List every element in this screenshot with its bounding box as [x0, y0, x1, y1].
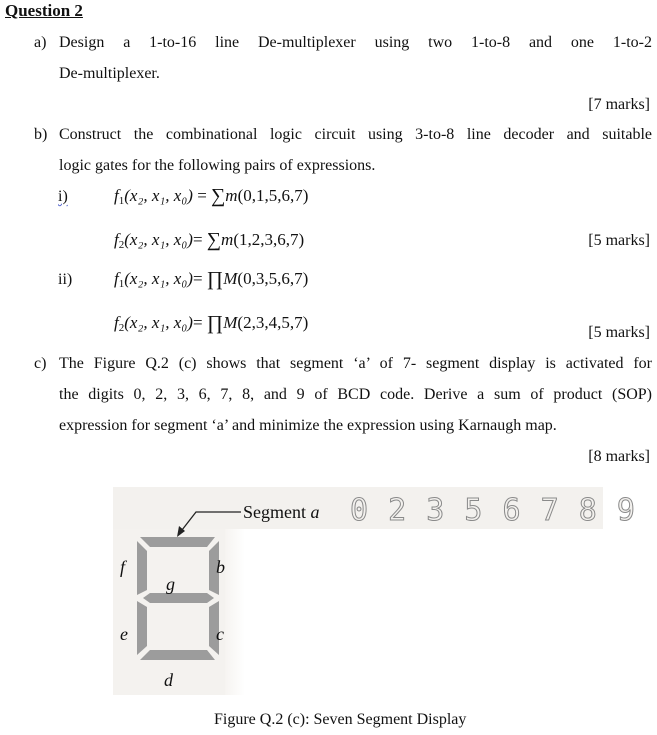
part-b-line2: logic gates for the following pairs of expressions. — [59, 157, 376, 174]
part-b-label: b) — [34, 126, 48, 143]
sigma-symbol: ∑ — [211, 185, 226, 207]
part-b-ii-marks: [5 marks] — [588, 324, 650, 341]
segment-c-label: c — [216, 624, 224, 644]
part-c-line1: The Figure Q.2 (c) shows that segment ‘a’ of 7- segment display is activated for — [59, 355, 652, 372]
word: 1-to-8 — [470, 34, 511, 51]
segment-f-label: f — [120, 557, 126, 577]
word: and — [528, 34, 553, 51]
digit-strip: 0 2 3 5 6 7 8 9 — [350, 493, 636, 528]
part-c-label: c) — [34, 355, 47, 372]
expr-b-i-f1: $f_1(x_2$, x₁, x₀) = ∑m(0,1,5,6,7) — [114, 185, 309, 207]
question-title: Question 2 — [5, 1, 83, 20]
word: 1-to-2 — [612, 34, 652, 51]
part-c-line2: the digits 0, 2, 3, 6, 7, 8, and 9 of BCD code. Derive a sum of product (SOP) — [59, 386, 652, 403]
figure-caption: Figure Q.2 (c): Seven Segment Display — [214, 711, 467, 728]
expr-b-i-f2: $f_2(x_2$, x₁, x₀)= ∑m(1,2,3,6,7) — [114, 229, 305, 251]
word: De-multiplexer — [257, 34, 356, 51]
expr-b-ii-f1: $f_1(x_2$, x₁, x₀)= ∏M(0,3,5,6,7) — [114, 268, 309, 290]
pi-symbol: ∏ — [206, 268, 224, 290]
sub-i-label: i) — [58, 188, 68, 205]
word: line — [215, 34, 240, 51]
word: a — [123, 34, 131, 51]
segment-d-label: d — [164, 670, 173, 690]
word: 1-to-16 — [149, 34, 197, 51]
part-b-line1: Construct the combinational logic circuit using 3-to-8 line decoder and suitable — [59, 126, 652, 143]
segment-d — [140, 650, 215, 660]
segment-e — [137, 601, 147, 655]
part-c-line3: expression for segment ‘a’ and minimize the expression using Karnaugh map. — [59, 417, 557, 434]
segment-a — [140, 537, 215, 547]
sigma-symbol: ∑ — [206, 229, 222, 251]
seven-segment-diagram — [113, 500, 243, 700]
word: Design — [59, 34, 105, 51]
segment-a-label: Segment a — [243, 502, 320, 522]
pi-symbol: ∏ — [206, 312, 224, 334]
segments — [137, 537, 219, 660]
word: one — [570, 34, 595, 51]
segment-e-label: e — [120, 624, 128, 644]
expr-b-ii-f2: $f_2(x_2$, x₁, x₀)= ∏M(2,3,4,5,7) — [114, 312, 309, 334]
word: using — [374, 34, 410, 51]
part-a-line1 — [59, 34, 652, 52]
word: two — [428, 34, 453, 51]
part-b-i-marks: [5 marks] — [588, 232, 650, 249]
sub-ii-label: ii) — [58, 271, 73, 288]
part-a-marks: [7 marks] — [588, 96, 650, 113]
segment-g — [143, 593, 214, 603]
arrow-icon — [177, 512, 241, 537]
part-a-line2: De-multiplexer. — [59, 65, 160, 82]
part-a-label: a) — [34, 34, 47, 51]
part-c-marks: [8 marks] — [588, 448, 650, 465]
segment-f — [137, 541, 147, 595]
segment-b-label: b — [216, 557, 225, 577]
segment-g-label: g — [166, 574, 175, 594]
